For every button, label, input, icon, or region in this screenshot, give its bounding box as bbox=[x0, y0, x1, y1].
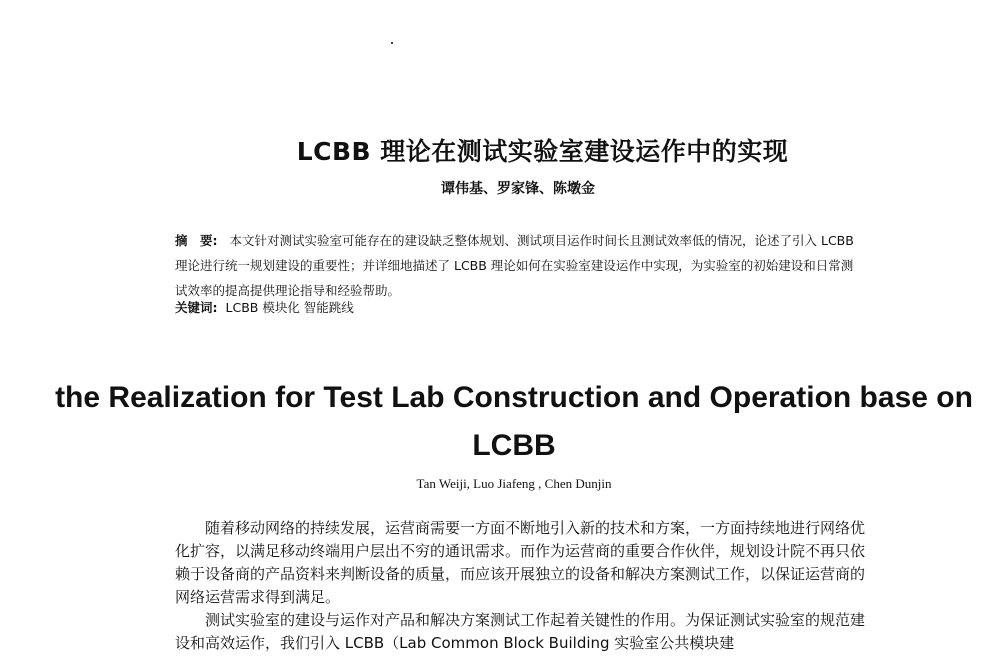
chinese-title: LCBB 理论在测试实验室建设运作中的实现 bbox=[296, 137, 789, 166]
abstract-text: 本文针对测试实验室可能存在的建设缺乏整体规划、测试项目运作时间长且测试效率低的情况，论述了引入 LCBB 理论进行统一规划建设的重要性；并详细地描述了 LCBB 理论如何在实验室建设运作中实现，为实验室的初始建设和日常测试效率的提高提供理论指导和经验帮助。 bbox=[175, 233, 854, 298]
body-paragraph-1: 随着移动网络的持续发展，运营商需要一方面不断地引入新的技术和方案，一方面持续地进行网络优化扩容，以满足移动终端用户层出不穷的通讯需求。而作为运营商的重要合作伙伴，规划设计院不再只依赖于设备商的产品资料来判断设备的质量，而应该开展独立的设备和解决方案测试工作，以保证运营商的网络运营需求得到满足。 bbox=[175, 519, 866, 606]
keywords-label: 关键词: bbox=[175, 300, 218, 315]
body-text bbox=[175, 517, 865, 655]
keywords bbox=[175, 298, 865, 316]
scan-speck bbox=[391, 42, 393, 44]
chinese-authors: 谭伟基、罗家锋、陈墩金 bbox=[441, 181, 595, 197]
abstract bbox=[175, 228, 865, 303]
abstract-label: 摘 要: bbox=[175, 233, 218, 248]
keywords-text: LCBB 模块化 智能跳线 bbox=[225, 300, 354, 315]
english-authors: Tan Weiji, Luo Jiafeng , Chen Dunjin bbox=[416, 476, 612, 491]
english-title: the Realization for Test Lab Construction and Operation base on LCBB bbox=[55, 381, 973, 462]
body-paragraph-2: 测试实验室的建设与运作对产品和解决方案测试工作起着关键性的作用。为保证测试实验室的规范建设和高效运作，我们引入 LCBB（Lab Common Block Building 实验室公共模块建 bbox=[175, 611, 866, 652]
